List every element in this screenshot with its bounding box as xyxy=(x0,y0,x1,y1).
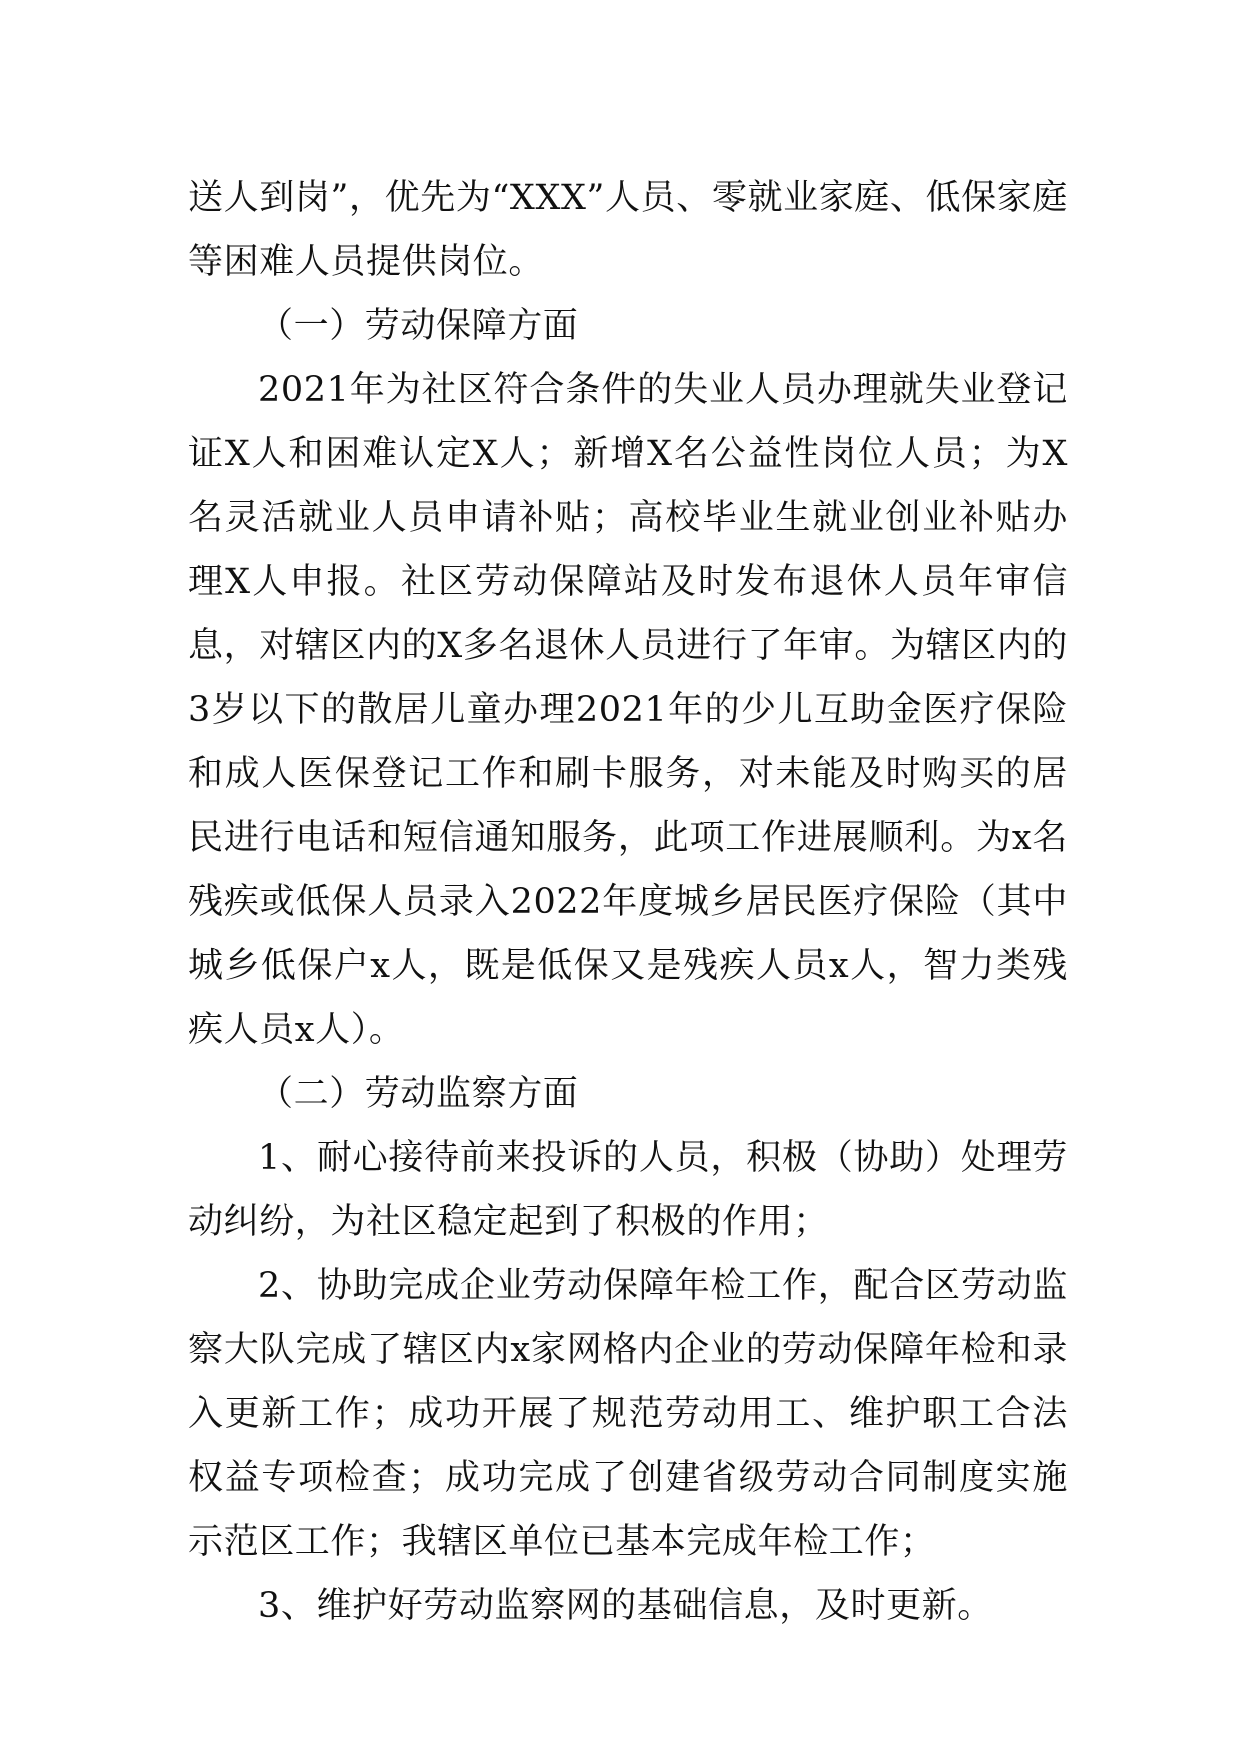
list-item-3: 3、维护好劳动监察网的基础信息，及时更新。 xyxy=(258,1586,993,1626)
document-body xyxy=(188,166,1068,1638)
list-item-1: 1、耐心接待前来投诉的人员，积极（协助）处理劳动纠纷，为社区稳定起到了积极的作用； xyxy=(188,1138,1068,1242)
paragraph-labor-security: 2021年为社区符合条件的失业人员办理就失业登记证X人和困难认定X人；新增X名公益性岗位人员；为X名灵活就业人员申请补贴；高校毕业生就业创业补贴办理X人申报。社区劳动保障站及时发布退休人员年审信息，对辖区内的X多名退休人员进行了年审。为辖区内的3岁以下的散居儿童办理2021年的少儿互助金医疗保险和成人医保登记工作和刷卡服务，对未能及时购买的居民进行电话和短信通知服务，此项工作进展顺利。为x名残疾或低保人员录入2022年度城乡居民医疗保险（其中城乡低保户x人，既是低保又是残疾人员x人，智力类残疾人员x人）。 xyxy=(188,370,1068,1050)
list-item-2: 2、协助完成企业劳动保障年检工作，配合区劳动监察大队完成了辖区内x家网格内企业的劳动保障年检和录入更新工作；成功开展了规范劳动用工、维护职工合法权益专项检查；成功完成了创建省级劳动合同制度实施示范区工作；我辖区单位已基本完成年检工作； xyxy=(188,1266,1068,1562)
section-heading-labor-security: （一）劳动保障方面 xyxy=(258,306,579,346)
paragraph-continuation: 送人到岗”，优先为“XXX”人员、零就业家庭、低保家庭等困难人员提供岗位。 xyxy=(188,178,1068,282)
section-heading-labor-inspection: （二）劳动监察方面 xyxy=(258,1074,579,1114)
